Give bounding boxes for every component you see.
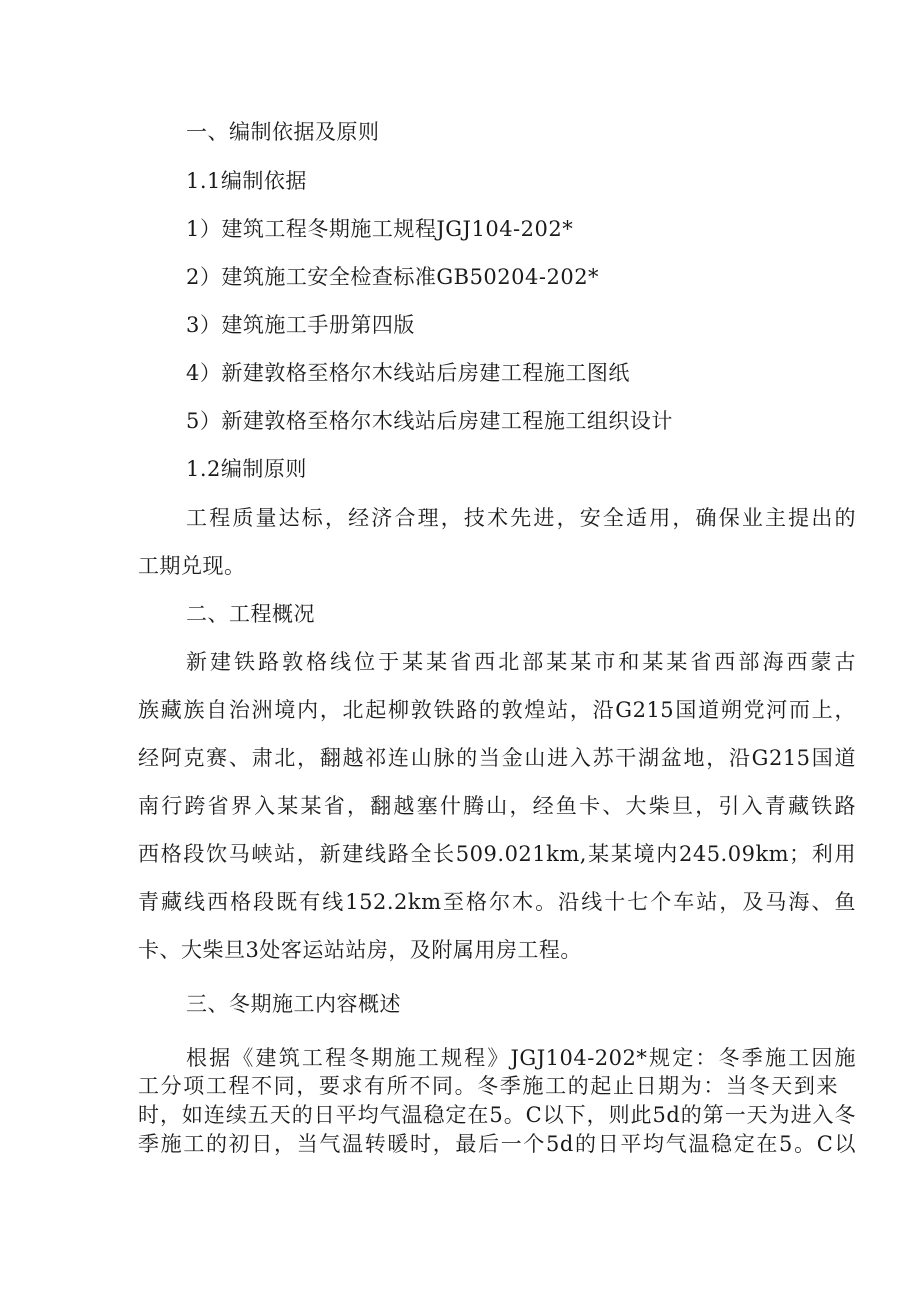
basis-item-4: 4）新建敦格至格尔木线站后房建工程施工图纸	[186, 361, 630, 385]
principle-line-2: 工期兑现。	[138, 554, 246, 578]
basis-item-2: 2）建筑施工安全检查标准GB50204-202*	[186, 265, 600, 289]
section2-heading: 二、工程概况	[186, 602, 315, 626]
winter-line-2: 工分项工程不同，要求有所不同。冬季施工的起止日期为：当冬天到来	[138, 1074, 838, 1098]
basis-item-5: 5）新建敦格至格尔木线站后房建工程施工组织设计	[186, 409, 673, 433]
section3-heading: 三、冬期施工内容概述	[186, 992, 401, 1016]
overview-line-7: 卡、大柴旦3处客运站站房，及附属用房工程。	[138, 938, 582, 962]
overview-line-5: 西格段饮马峡站，新建线路全长509.021km,某某境内245.09km；利用	[138, 842, 856, 866]
section1-1-heading: 1.1编制依据	[186, 169, 307, 193]
section1-2-heading: 1.2编制原则	[186, 457, 307, 481]
basis-item-1: 1）建筑工程冬期施工规程JGJ104-202*	[186, 217, 574, 241]
overview-line-1: 新建铁路敦格线位于某某省西北部某某市和某某省西部海西蒙古	[186, 650, 856, 674]
winter-line-1: 根据《建筑工程冬期施工规程》JGJ104-202*规定：冬季施工因施	[186, 1046, 856, 1070]
overview-line-6: 青藏线西格段既有线152.2km至格尔木。沿线十七个车站，及马海、鱼	[138, 890, 856, 914]
overview-line-4: 南行跨省界入某某省，翻越塞什腾山，经鱼卡、大柴旦，引入青藏铁路	[138, 794, 856, 818]
principle-line-1: 工程质量达标，经济合理，技术先进，安全适用，确保业主提出的	[186, 506, 856, 530]
section1-heading: 一、编制依据及原则	[186, 120, 380, 144]
winter-line-3: 时，如连续五天的日平均气温稳定在5。C以下，则此5d的第一天为进入冬	[138, 1103, 856, 1127]
basis-item-3: 3）建筑施工手册第四版	[186, 313, 415, 337]
winter-line-4: 季施工的初日，当气温转暖时，最后一个5d的日平均气温稳定在5。C以	[138, 1132, 856, 1156]
overview-line-2: 族藏族自治洲境内，北起柳敦铁路的敦煌站，沿G215国道朔党河而上，	[138, 698, 856, 722]
overview-line-3: 经阿克赛、肃北，翻越祁连山脉的当金山进入苏干湖盆地，沿G215国道	[138, 746, 856, 770]
